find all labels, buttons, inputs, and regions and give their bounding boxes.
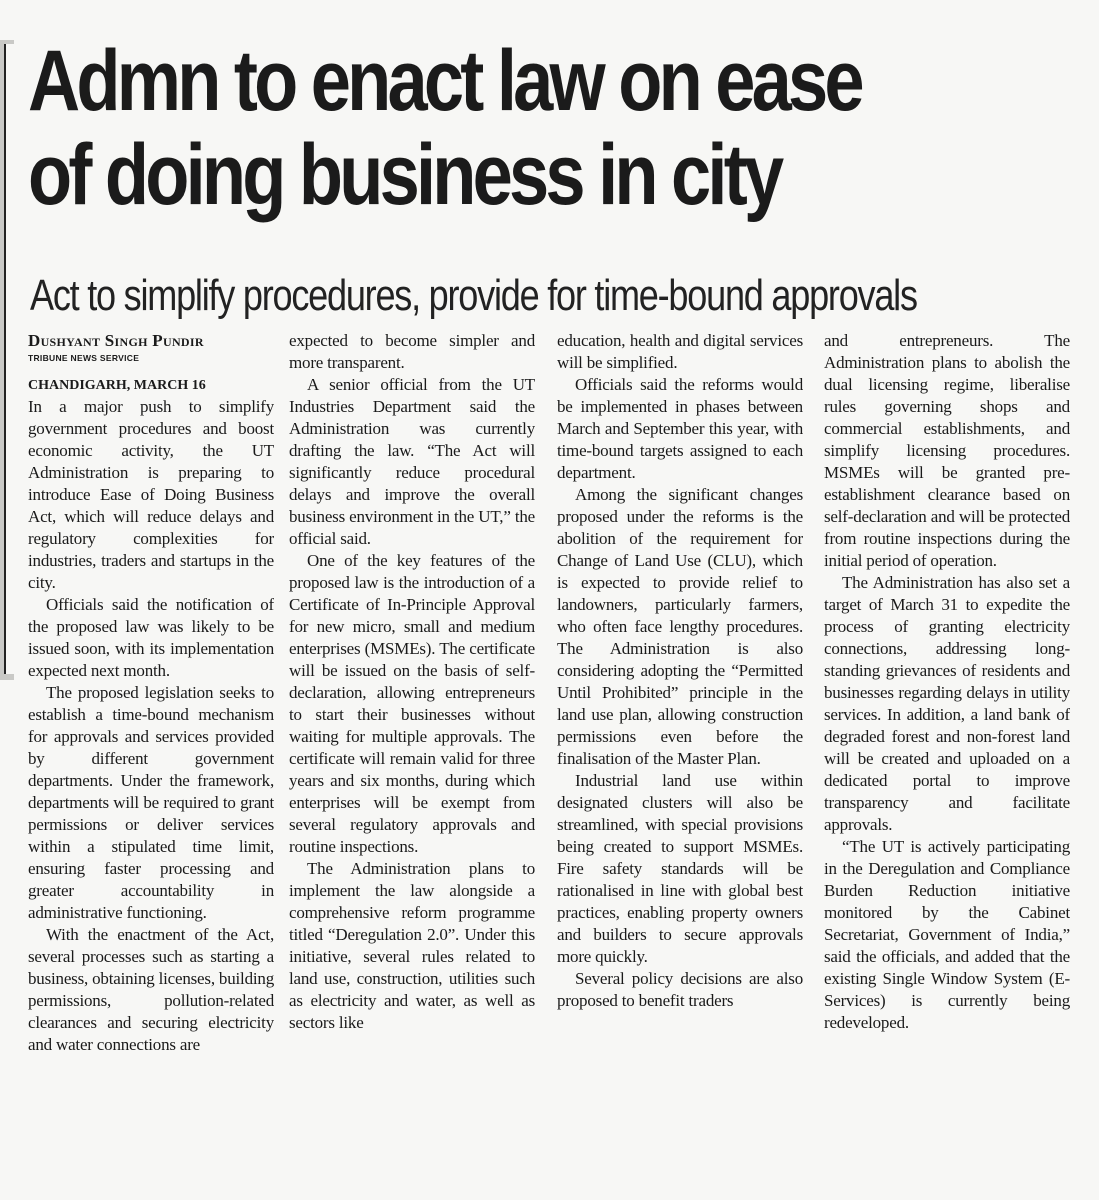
byline: Dushyant Singh Pundir [28, 331, 204, 350]
paragraph: A senior official from the UT Industries Department said the Administration was currently drafting the law. “The Act will significantly reduce procedural delays and improve the overall business environment in the UT,” the official said. [289, 375, 535, 548]
paragraph: With the enactment of the Act, several processes such as starting a business, obtaining licenses, building permissions, pollution-related clearances and securing electricity and water connections are [28, 925, 274, 1054]
paragraph: In a major push to simplify government procedures and boost economic activity, the UT Administration is preparing to introduce Ease of Doing Business Act, which will reduce delays and regulatory complexities for industries, traders and startups in the city. [28, 397, 274, 592]
paragraph: education, health and digital services will be simplified. [557, 331, 803, 372]
paragraph: Among the significant changes proposed under the reforms is the abolition of the requirement for Change of Land Use (CLU), which is expected to provide relief to landowners, particularly farmers, who often face lengthy procedures. The Administration is also considering adopting the “Permitted Until Prohibited” principle in the land use plan, allowing construction permissions even before the finalisation of the Master Plan. [557, 485, 803, 768]
paragraph: The Administration plans to implement the law alongside a comprehensive reform programme titled “Deregulation 2.0”. Under this initiative, several rules related to land use, construction, utilities such as electricity and water, as well as sectors like [289, 859, 535, 1032]
subheadline: Act to simplify procedures, provide for time-bound approvals [30, 271, 917, 320]
column-2 [289, 330, 535, 1190]
paragraph: The Administration has also set a target of March 31 to expedite the process of granting electricity connections, addressing long-standing grievances of residents and businesses regarding delays in utility services. In addition, a land bank of degraded forest and non-forest land will be created and uploaded on a dedicated portal to improve transparency and facilitate approvals. [824, 573, 1070, 834]
paragraph: “The UT is actively participating in the Deregulation and Compliance Burden Reduction initiative monitored by the Cabinet Secretariat, Government of India,” said the officials, and added that the existing Single Window System (E-Services) is currently being redeveloped. [824, 837, 1070, 1032]
paragraph: Several policy decisions are also proposed to benefit traders [557, 969, 803, 1010]
column-3 [557, 330, 803, 1190]
paragraph: Officials said the reforms would be implemented in phases between March and September this year, with time-bound targets assigned to each department. [557, 375, 803, 482]
paragraph: The proposed legislation seeks to establish a time-bound mechanism for approvals and services provided by different government departments. Under the framework, departments will be required to grant permissions or deliver services within a stipulated time limit, ensuring faster processing and greater accountability in administrative functioning. [28, 683, 274, 922]
clipping-edge [0, 40, 14, 680]
paragraph: Industrial land use within designated clusters will also be streamlined, with special provisions being created to support MSMEs. Fire safety standards will be rationalised in line with global best practices, enabling property owners and builders to secure approvals more quickly. [557, 771, 803, 966]
paragraph: expected to become simpler and more transparent. [289, 331, 535, 372]
paragraph: One of the key features of the proposed law is the introduction of a Certificate of In-Principle Approval for new micro, small and medium enterprises (MSMEs). The certificate will be issued on the basis of self-declaration, allowing entrepreneurs to start their businesses without waiting for multiple approvals. The certificate will remain valid for three years and six months, during which enterprises will be exempt from several regulatory approvals and routine inspections. [289, 551, 535, 856]
paragraph: Officials said the notification of the proposed law was likely to be issued soon, with its implementation expected next month. [28, 595, 274, 680]
dateline: CHANDIGARH, MARCH 16 [28, 378, 206, 393]
column-4 [824, 330, 1070, 1190]
headline: Admn to enact law on ease of doing business in city [28, 33, 861, 223]
news-service: TRIBUNE NEWS SERVICE [28, 353, 140, 363]
article-body [28, 330, 1068, 1190]
column-1 [28, 330, 274, 1190]
paragraph: and entrepreneurs. The Administration plans to abolish the dual licensing regime, liberalise rules governing shops and commercial establishments, and simplify licensing procedures. MSMEs will be granted pre-establishment clearance based on self-declaration and will be protected from routine inspections during the initial period of operation. [824, 331, 1070, 570]
